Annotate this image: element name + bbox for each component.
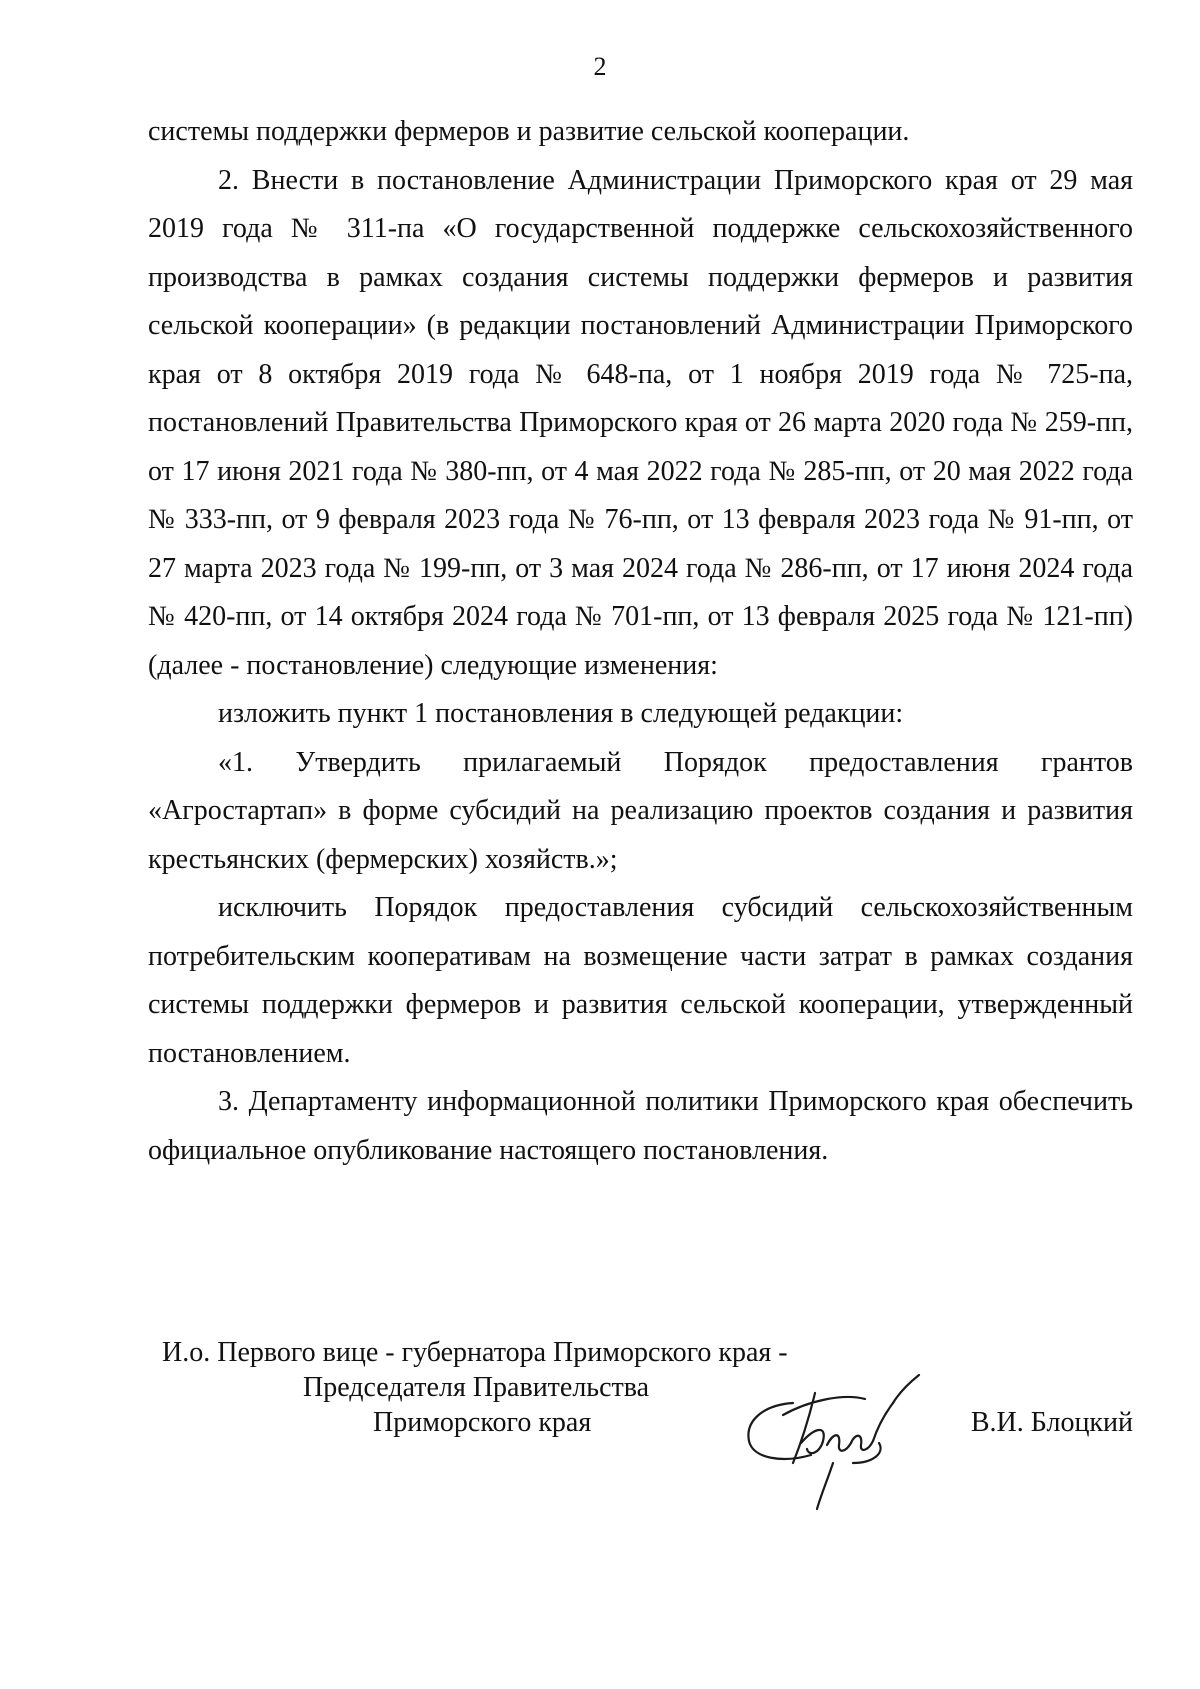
signatory-title-line-2: Председателя Правительства (303, 1372, 650, 1403)
document-body (148, 108, 1133, 1175)
paragraph-continuation: системы поддержки фермеров и развитие сельской кооперации. (148, 116, 910, 147)
page-number: 2 (593, 52, 607, 81)
signatory-title-line-3: Приморского края (373, 1407, 592, 1438)
signature-block (148, 1335, 1133, 1475)
paragraph-amendment-intro: изложить пункт 1 постановления в следующей редакции: (218, 698, 904, 729)
handwritten-signature-icon (723, 1363, 933, 1513)
paragraph-amendment-quote: «1. Утвердить прилагаемый Порядок предоставления грантов «Агростартап» в форме субсидий на реализацию проектов создания и развития крестьянских (фермерских) хозяйств.»; (148, 746, 1133, 875)
paragraph-item-3: 3. Департаменту информационной политики Приморского края обеспечить официальное опубликование настоящего постановления. (148, 1086, 1133, 1166)
paragraph-exclusion: исключить Порядок предоставления субсидий сельскохозяйственным потребительским кооперативам на возмещение части затрат в рамках создания системы поддержки фермеров и развития сельской кооперации, утвержденный постановлением. (148, 892, 1133, 1069)
signatory-name: В.И. Блоцкий (970, 1407, 1133, 1438)
paragraph-item-2: 2. Внести в постановление Администрации Приморского края от 29 мая 2019 года № 311-па «О государственной поддержке сельскохозяйственного производства в рамках создания системы поддержки фермеров и развития сельской кооперации» (в редакции постановлений Администрации Приморского края от 8 октября 2019 года № 648-па, от 1 ноября 2019 года № 725-па, постановлений Правительства Приморского края от 26 марта 2020 года № 259-пп, от 17 июня 2021 года № 380-пп, от 4 мая 2022 года № 285-пп, от 20 мая 2022 года № 333-пп, от 9 февраля 2023 года № 76-пп, от 13 февраля 2023 года № 91-пп, от 27 марта 2023 года № 199-пп, от 3 мая 2024 года № 286-пп, от 17 июня 2024 года № 420-пп, от 14 октября 2024 года № 701-пп, от 13 февраля 2025 года № 121-пп) (далее - постановление) следующие изменения: (148, 164, 1133, 681)
signatory-title-line-1: И.о. Первого вице - губернатора Приморского края - (162, 1337, 788, 1368)
